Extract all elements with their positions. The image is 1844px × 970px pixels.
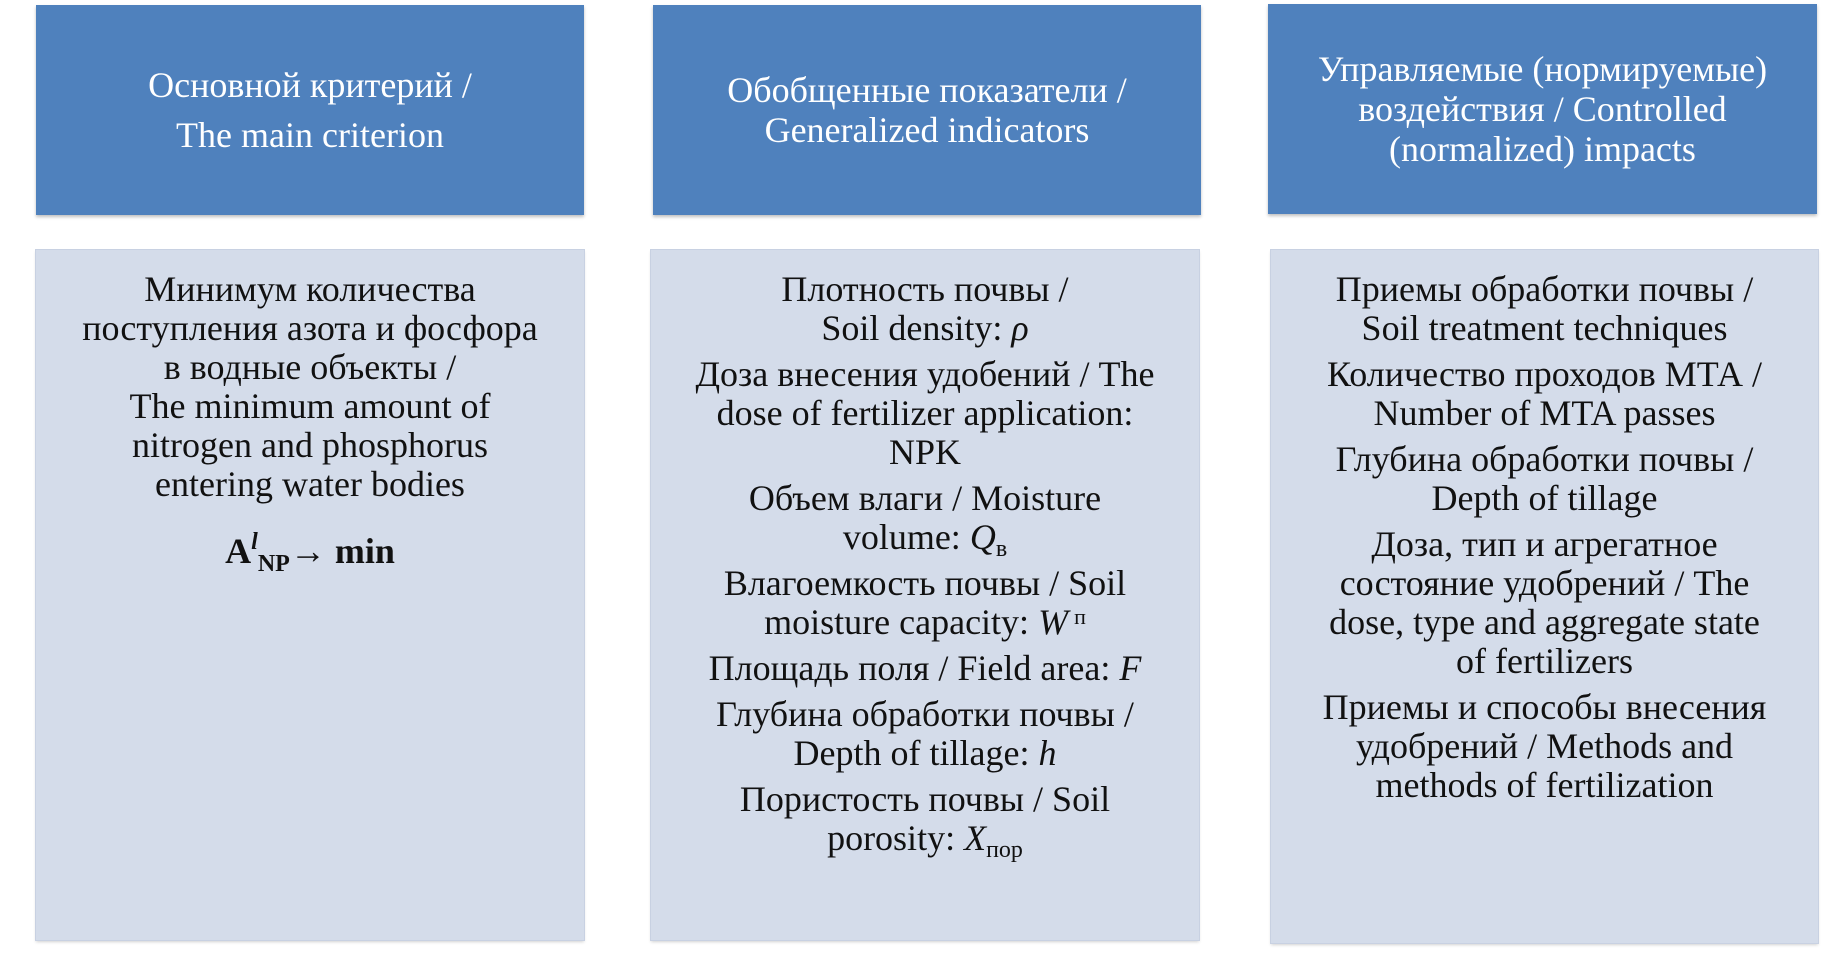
text-line: The minimum amount of — [129, 386, 491, 426]
indicator-symbol: h — [1038, 733, 1057, 773]
text-line: nitrogen and phosphorus — [132, 425, 488, 465]
indicator-symbol: X — [964, 818, 987, 858]
text-line: Depth of tillage — [1431, 478, 1658, 518]
line-text: porosity: — [827, 818, 965, 858]
text-line: Объем влаги / Moisture — [748, 478, 1102, 518]
criterion-formula — [36, 529, 584, 577]
text-line — [651, 517, 1199, 562]
text-line: состояние удобрений / The — [1339, 563, 1750, 603]
impact-list — [1271, 270, 1818, 805]
text-line: Минимум количества — [144, 269, 476, 309]
text-line: Глубина обработки почвы / — [1335, 439, 1754, 479]
text-line: Влагоемкость почвы / Soil — [723, 563, 1127, 603]
text-line: dose, type and aggregate state — [1329, 602, 1760, 642]
text-line: of fertilizers — [1456, 641, 1633, 681]
header-main-criterion — [36, 5, 584, 215]
header-line: Обобщенные показатели / — [727, 69, 1127, 110]
impact-item — [1271, 270, 1818, 348]
text-line — [651, 603, 1199, 642]
indicator-item — [651, 779, 1199, 863]
text-line: entering water bodies — [155, 464, 465, 504]
formula-subscript: NP — [257, 551, 290, 577]
indicator-item — [651, 355, 1199, 472]
text-line: Приемы и способы внесения — [1322, 687, 1767, 727]
header-line: Основной критерий / — [148, 64, 472, 105]
line-text: Depth of tillage: — [793, 733, 1039, 773]
controlled-impacts-box — [1271, 250, 1818, 943]
indicator-symbol: F — [1119, 648, 1142, 688]
generalized-indicators-box — [651, 250, 1199, 940]
indicator-symbol: ρ — [1011, 308, 1029, 348]
line-text: moisture capacity: — [764, 602, 1039, 642]
text-line — [651, 734, 1199, 773]
formula-superscript: l — [251, 529, 258, 555]
indicator-item — [651, 695, 1199, 773]
header-line: воздействия / Controlled — [1358, 88, 1727, 129]
text-line: в водные объекты / — [163, 347, 457, 387]
header-text — [148, 65, 472, 156]
indicator-item — [651, 649, 1199, 688]
text-line — [651, 309, 1199, 348]
indicator-item — [651, 564, 1199, 642]
indicator-list — [651, 269, 1199, 863]
text-line: Глубина обработки почвы / — [716, 694, 1134, 734]
indicator-item — [651, 270, 1199, 348]
header-controlled-impacts — [1268, 4, 1817, 214]
text-line: удобрений / Methods and — [1355, 726, 1734, 766]
formula-base: A — [225, 531, 252, 571]
text-line: Number of MTA passes — [1373, 393, 1716, 433]
line-text: volume: — [842, 517, 970, 557]
text-line: methods of fertilization — [1375, 765, 1714, 805]
indicator-item — [651, 478, 1199, 562]
text-line: Доза, тип и агрегатное — [1371, 524, 1718, 564]
impact-item — [1271, 525, 1818, 681]
header-line: Управляемые (нормируемые) — [1317, 48, 1768, 89]
text-line: поступления азота и фосфора — [82, 308, 538, 348]
text-line: Пористость почвы / Soil — [739, 779, 1111, 819]
line-text: Soil density: — [821, 308, 1012, 348]
text-line — [651, 818, 1199, 863]
text-line: Количество проходов МТА / — [1327, 354, 1762, 394]
text-line: Доза внесения удобений / The — [695, 354, 1155, 394]
header-line: The main criterion — [176, 115, 444, 155]
header-text — [727, 70, 1126, 151]
text-line: Приемы обработки почвы / — [1335, 269, 1754, 309]
indicator-symbol: Q — [969, 517, 996, 557]
text-line: Soil treatment techniques — [1361, 308, 1728, 348]
symbol-subscript: пор — [986, 837, 1023, 863]
header-line: Generalized indicators — [764, 110, 1090, 150]
symbol-subscript: в — [995, 536, 1008, 562]
header-generalized-indicators — [653, 5, 1201, 215]
text-line: Плотность почвы / — [781, 269, 1069, 309]
formula-tail: → min — [289, 531, 395, 571]
main-criterion-box — [36, 250, 584, 940]
header-line: (normalized) impacts — [1389, 129, 1696, 170]
line-text: Площадь поля / Field area: — [708, 648, 1120, 688]
impact-item — [1271, 688, 1818, 805]
text-line: dose of fertilizer application: — [716, 393, 1134, 433]
indicator-symbol: W — [1038, 602, 1069, 642]
impact-item — [1271, 440, 1818, 518]
text-line: NPK — [888, 432, 962, 472]
impact-item — [1271, 355, 1818, 433]
criterion-description — [36, 270, 584, 504]
symbol-superscript: п — [1074, 604, 1086, 629]
text-line — [651, 649, 1199, 688]
header-text — [1318, 49, 1767, 170]
